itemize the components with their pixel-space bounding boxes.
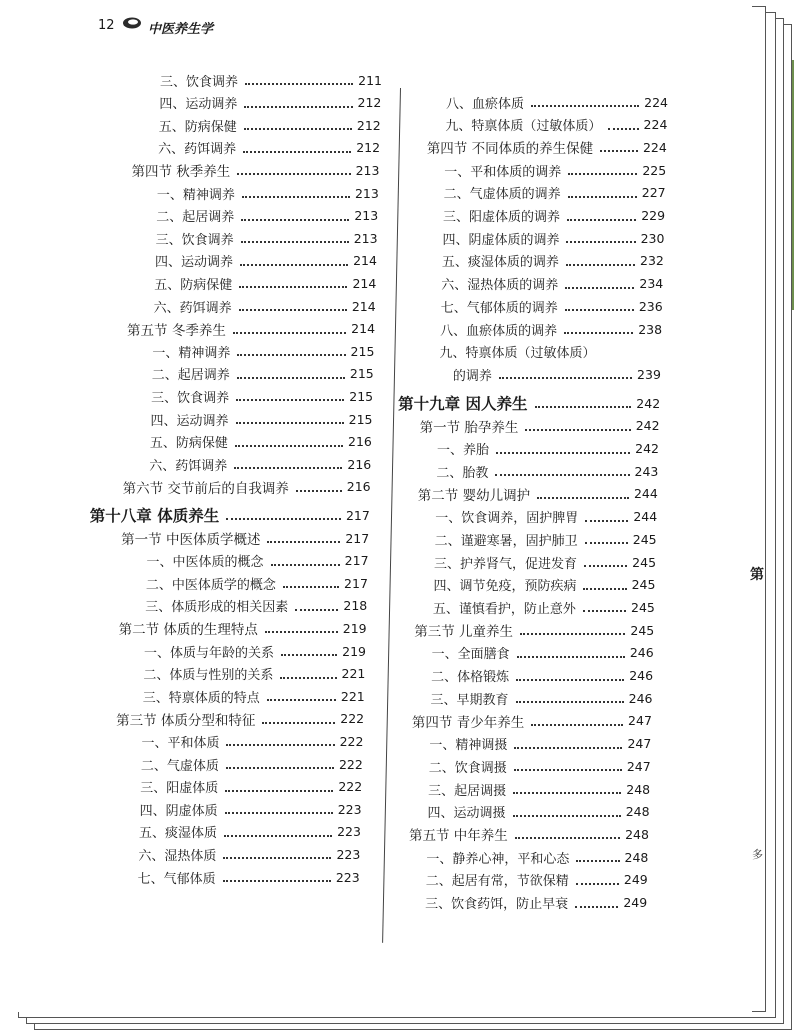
- dot-leader: [516, 701, 624, 703]
- toc-page-number: 215: [349, 388, 374, 404]
- toc-item-entry: [434, 552, 656, 572]
- toc-entry-title: 三、饮食药饵，防止早衰: [425, 897, 569, 912]
- toc-entry-title: 八、血瘀体质的调养: [440, 323, 558, 339]
- dot-leader: [226, 767, 334, 769]
- dot-leader: [514, 747, 622, 749]
- toc-entry-title: 三、阳虚体质: [140, 781, 219, 797]
- book-logo-icon: [122, 16, 142, 30]
- toc-page-number: 219: [342, 620, 367, 636]
- toc-entry-title: 五、痰湿体质: [138, 826, 217, 842]
- dot-leader: [608, 128, 638, 130]
- toc-entry-title: 三、体质形成的相关因素: [145, 600, 289, 616]
- toc-item-entry: [149, 454, 371, 474]
- toc-item-entry: [160, 70, 382, 90]
- toc-item-entry: [146, 573, 368, 593]
- toc-page-number: 232: [640, 253, 664, 269]
- dot-leader: [223, 880, 331, 882]
- toc-page-number: 225: [642, 162, 667, 178]
- page-number: 12: [98, 18, 115, 33]
- next-page-margin-text: 多: [752, 848, 763, 861]
- toc-entry-title: 五、谨慎看护，防止意外: [432, 601, 576, 617]
- dot-leader: [525, 429, 630, 431]
- toc-page-number: 247: [627, 736, 652, 752]
- toc-entry-title: 二、气虚体质的调养: [443, 187, 561, 203]
- dot-leader: [514, 769, 622, 771]
- toc-page-number: 239: [637, 366, 661, 382]
- toc-item-entry: [436, 461, 658, 481]
- dot-leader: [271, 564, 340, 566]
- dot-leader: [600, 150, 638, 152]
- toc-entry-title: 二、体质与性别的关系: [143, 668, 274, 684]
- toc-item-entry: [440, 342, 662, 362]
- toc-entry-title: 六、湿热体质: [138, 848, 217, 864]
- toc-page-number: 242: [636, 395, 661, 411]
- toc-item-entry: [157, 183, 379, 203]
- dot-leader: [515, 837, 620, 839]
- dot-leader: [283, 586, 339, 588]
- toc-page-number: 248: [625, 804, 650, 820]
- toc-entry-title: 三、护养肾气，促进发育: [434, 556, 578, 572]
- dot-leader: [237, 354, 345, 356]
- toc-page-number: 223: [337, 824, 361, 840]
- toc-page-number: 247: [628, 713, 652, 729]
- dot-leader: [237, 377, 345, 379]
- dot-leader: [566, 241, 635, 243]
- dot-leader: [280, 677, 336, 679]
- toc-item-entry: [432, 643, 654, 663]
- toc-section-entry: [121, 528, 369, 548]
- toc-page-number: 222: [338, 756, 363, 772]
- toc-entry-title: 一、平和体质的调养: [444, 164, 562, 180]
- toc-item-entry: [437, 439, 659, 459]
- toc-item-entry: [154, 296, 376, 316]
- toc-entry-title: 二、胎教: [436, 465, 489, 481]
- toc-page-number: 216: [346, 479, 371, 495]
- toc-item-entry: [140, 799, 362, 819]
- toc-page-number: 223: [336, 846, 361, 862]
- toc-item-entry: [159, 115, 381, 135]
- toc-entry-title: 一、全面膳食: [431, 647, 510, 663]
- toc-section-entry: [116, 709, 364, 729]
- toc-item-entry: [430, 688, 652, 708]
- toc-entry-title: 三、阳虚体质的调养: [443, 210, 561, 225]
- book-title: 中医养生学: [148, 22, 214, 37]
- toc-page-number: 236: [638, 298, 663, 314]
- toc-item-entry: [443, 206, 665, 226]
- toc-page-number: 218: [343, 598, 368, 614]
- toc-item-entry: [453, 364, 661, 384]
- toc-entry-title: 第四节 秋季养生: [131, 164, 231, 181]
- toc-page-number: 234: [639, 276, 664, 292]
- toc-entry-title: 四、运动调摄: [427, 806, 506, 822]
- toc-item-entry: [426, 847, 648, 867]
- toc-item-entry: [442, 228, 664, 248]
- toc-entry-title: 一、中医体质的概念: [146, 555, 264, 571]
- toc-entry-title: 六、药饵调养: [149, 458, 228, 474]
- toc-page-number: 223: [337, 801, 362, 817]
- toc-page-number: 246: [629, 668, 654, 683]
- dot-leader: [496, 452, 630, 454]
- toc-entry-title: 九、特禀体质（过敏体质）: [445, 119, 602, 135]
- dot-leader: [225, 790, 333, 792]
- dot-leader: [520, 633, 625, 635]
- dot-leader: [236, 422, 344, 424]
- dot-leader: [237, 173, 350, 175]
- toc-item-entry: [144, 641, 366, 661]
- dot-leader: [517, 656, 625, 658]
- toc-page-number: 242: [635, 441, 659, 456]
- toc-item-entry: [139, 822, 361, 842]
- dot-leader: [243, 151, 351, 153]
- dot-leader: [575, 906, 618, 908]
- toc-entry-title: 一、饮食调养，固护脾胃: [435, 511, 579, 527]
- toc-page-number: 222: [340, 711, 365, 727]
- toc-item-entry: [435, 507, 657, 527]
- toc-entry-title: 二、气虚体质: [140, 758, 219, 774]
- toc-entry-title: 第二节 体质的生理特点: [118, 622, 258, 639]
- toc-page-number: 248: [626, 781, 651, 797]
- dot-leader: [239, 286, 347, 288]
- toc-item-entry: [140, 777, 362, 797]
- dot-leader: [537, 497, 629, 499]
- toc-page-number: 214: [352, 275, 377, 291]
- dot-leader: [531, 724, 623, 726]
- toc-page-number: 247: [626, 758, 651, 774]
- toc-item-entry: [138, 844, 360, 864]
- toc-page-number: 238: [638, 321, 663, 337]
- dot-leader: [281, 654, 337, 656]
- toc-entry-title: 三、起居调摄: [428, 783, 507, 799]
- toc-page-number: 216: [347, 456, 372, 472]
- toc-item-entry: [428, 802, 650, 822]
- toc-entry-title: 二、体格锻炼: [431, 670, 510, 685]
- dot-leader: [576, 860, 619, 862]
- toc-entry-title: 四、调节免疫，预防疾病: [433, 579, 577, 595]
- toc-entry-title: 四、运动调养: [154, 255, 233, 271]
- toc-item-entry: [429, 756, 651, 776]
- toc-item-entry: [435, 529, 657, 549]
- dot-leader: [296, 490, 342, 492]
- toc-item-entry: [151, 386, 373, 406]
- toc-page-number: 212: [356, 140, 381, 156]
- dot-leader: [565, 287, 634, 289]
- toc-entry-title: 二、饮食调摄: [428, 760, 507, 776]
- toc-entry-title: 二、谨避寒暑，固护肺卫: [434, 533, 578, 549]
- toc-section-entry: [412, 711, 652, 731]
- next-page-margin-text: 第: [750, 567, 764, 583]
- toc-section-entry: [409, 824, 649, 844]
- toc-entry-title: 三、饮食调养: [155, 232, 234, 248]
- dot-leader: [226, 744, 334, 746]
- toc-section-entry: [131, 160, 379, 180]
- dot-leader: [235, 445, 343, 447]
- dot-leader: [584, 565, 627, 567]
- toc-chapter-entry: [398, 393, 660, 413]
- toc-section-entry: [119, 618, 367, 638]
- toc-page-number: 242: [635, 418, 660, 434]
- toc-entry-title: 二、起居调养: [151, 368, 230, 384]
- dot-leader: [567, 219, 636, 221]
- dot-leader: [265, 631, 338, 633]
- toc-entry-title: 六、湿热体质的调养: [441, 278, 559, 294]
- toc-page-number: 213: [353, 230, 378, 246]
- toc-entry-title: 六、药饵调养: [158, 142, 237, 158]
- dot-leader: [234, 467, 342, 469]
- toc-page-number: 248: [625, 826, 649, 842]
- toc-entry-title: 一、精神调养: [156, 187, 235, 203]
- dot-leader: [244, 128, 352, 130]
- dot-leader: [513, 815, 621, 817]
- toc-item-entry: [433, 575, 655, 595]
- toc-entry-title: 四、运动调养: [150, 413, 229, 429]
- toc-page-number: 246: [629, 645, 654, 661]
- toc-entry-title: 第一节 中医体质学概述: [121, 532, 261, 548]
- toc-page-number: 214: [351, 321, 376, 337]
- dot-leader: [241, 241, 349, 243]
- toc-page-number: 245: [631, 577, 656, 593]
- toc-page-number: 224: [642, 139, 667, 155]
- toc-page-number: 229: [641, 208, 666, 223]
- toc-page-number: 224: [644, 94, 668, 110]
- toc-entry-title: 第十九章 因人养生: [398, 395, 528, 414]
- dot-leader: [239, 309, 347, 311]
- toc-page-number: 215: [348, 411, 373, 427]
- dot-leader: [241, 219, 349, 221]
- toc-item-entry: [147, 551, 369, 571]
- toc-item-entry: [445, 115, 667, 135]
- toc-item-entry: [441, 296, 663, 316]
- toc-page-number: 216: [348, 434, 372, 450]
- toc-entry-title: 第三节 儿童养生: [414, 624, 514, 641]
- toc-item-entry: [138, 867, 360, 887]
- dot-leader: [244, 106, 352, 108]
- toc-page-number: 222: [338, 779, 363, 795]
- toc-section-entry: [427, 137, 667, 157]
- toc-item-entry: [159, 93, 381, 113]
- toc-page-number: 245: [632, 554, 657, 570]
- toc-entry-title: 一、体质与年龄的关系: [144, 645, 275, 661]
- dot-leader: [576, 883, 619, 885]
- dot-leader: [225, 812, 333, 814]
- toc-entry-title: 二、起居调养: [156, 210, 235, 226]
- toc-entry-title: 三、早期教育: [430, 692, 509, 708]
- toc-entry-title: 四、阴虚体质: [139, 803, 218, 819]
- toc-entry-title: 五、防病保健: [158, 119, 237, 135]
- toc-page-number: 245: [631, 599, 655, 615]
- toc-page-number: 214: [351, 298, 376, 314]
- dot-leader: [564, 332, 633, 334]
- toc-entry-title: 五、防病保健: [154, 277, 233, 293]
- toc-item-entry: [151, 409, 373, 429]
- toc-page-number: 221: [341, 666, 366, 682]
- toc-item-entry: [156, 228, 378, 248]
- toc-item-entry: [428, 779, 650, 799]
- toc-entry-title: 一、平和体质: [141, 735, 220, 751]
- toc-page-number: 245: [632, 531, 657, 547]
- toc-item-entry: [152, 341, 374, 361]
- dot-leader: [568, 196, 637, 198]
- toc-item-entry: [141, 731, 363, 751]
- dot-leader: [236, 399, 344, 401]
- dot-leader: [513, 792, 621, 794]
- dot-leader: [242, 196, 350, 198]
- toc-section-entry: [127, 319, 375, 339]
- toc-page-number: 246: [628, 690, 653, 706]
- toc-page-number: 213: [355, 162, 380, 178]
- toc-item-entry: [154, 273, 376, 293]
- toc-page-number: 212: [356, 117, 381, 133]
- toc-entry-title: 第一节 胎孕养生: [419, 419, 519, 436]
- dot-leader: [568, 173, 637, 175]
- toc-entry-title: 一、精神调养: [152, 345, 231, 361]
- toc-entry-title: 五、防病保健: [149, 436, 228, 452]
- toc-item-entry: [433, 597, 655, 617]
- toc-entry-title: 第五节 中年养生: [408, 828, 508, 845]
- toc-item-entry: [141, 754, 363, 774]
- toc-page-number: 222: [339, 733, 364, 749]
- toc-entry-title: 二、起居有常，节欲保精: [425, 874, 569, 890]
- toc-page-number: 244: [633, 509, 658, 525]
- dot-leader: [226, 518, 341, 520]
- toc-page-number: 213: [354, 185, 379, 201]
- toc-page-number: 249: [623, 872, 648, 888]
- toc-item-entry: [150, 432, 372, 452]
- toc-item-entry: [143, 664, 365, 684]
- dot-leader: [535, 406, 632, 408]
- toc-page-number: 221: [340, 688, 365, 704]
- toc-item-entry: [441, 274, 663, 294]
- dot-leader: [233, 332, 346, 334]
- toc-entry-title: 第四节 青少年养生: [411, 714, 525, 731]
- dot-leader: [223, 857, 331, 859]
- toc-page-number: 217: [345, 507, 370, 523]
- toc-page-number: 217: [345, 530, 370, 546]
- toc-item-entry: [426, 870, 648, 890]
- toc-item-entry: [440, 319, 662, 339]
- toc-page-number: 249: [623, 895, 648, 910]
- dot-leader: [295, 609, 338, 611]
- toc-entry-title: 七、气郁体质的调养: [440, 300, 558, 316]
- toc-page-number: 212: [357, 95, 382, 111]
- dot-leader: [585, 542, 628, 544]
- dot-leader: [240, 264, 348, 266]
- toc-item-entry: [155, 251, 377, 271]
- toc-item-entry: [156, 206, 378, 226]
- toc-entry-title: 六、药饵调养: [153, 300, 232, 316]
- toc-item-entry: [446, 92, 668, 112]
- toc-entry-title: 二、中医体质学的概念: [145, 577, 276, 593]
- toc-item-entry: [429, 734, 651, 754]
- toc-item-entry: [431, 666, 653, 686]
- dot-leader: [565, 309, 634, 311]
- toc-entry-title: 一、养胎: [436, 443, 489, 458]
- dot-leader: [531, 105, 639, 107]
- toc-page-number: 215: [350, 343, 375, 359]
- toc-entry-title: 三、饮食调养: [151, 390, 230, 406]
- toc-entry-title: 一、精神调摄: [429, 738, 508, 754]
- toc-entry-title: 八、血瘀体质: [446, 96, 525, 112]
- toc-entry-title: 的调养: [452, 368, 492, 384]
- toc-item-entry: [442, 251, 664, 271]
- toc-entry-title: 四、运动调养: [159, 97, 238, 113]
- dot-leader: [495, 474, 629, 476]
- toc-item-entry: [145, 596, 367, 616]
- dot-leader: [583, 588, 626, 590]
- toc-item-entry: [143, 686, 365, 706]
- column-divider: [382, 88, 401, 943]
- dot-leader: [585, 520, 628, 522]
- dot-leader: [224, 835, 332, 837]
- toc-section-entry: [420, 416, 660, 436]
- toc-page-number: 244: [633, 486, 658, 502]
- dot-leader: [566, 264, 635, 266]
- toc-entry-title: 九、特禀体质（过敏体质）: [439, 346, 596, 362]
- dot-leader: [267, 541, 340, 543]
- toc-page-number: 230: [640, 230, 665, 246]
- toc-page-number: 213: [354, 208, 379, 224]
- dot-leader: [499, 377, 632, 379]
- toc-section-entry: [123, 477, 371, 497]
- toc-page-number: 224: [643, 117, 668, 133]
- toc-page-number: 227: [641, 185, 666, 201]
- dot-leader: [516, 679, 624, 681]
- toc-entry-title: 第六节 交节前后的自我调养: [122, 480, 289, 497]
- toc-item-entry: [158, 138, 380, 158]
- toc-item-entry: [444, 183, 666, 203]
- toc-page-number: 217: [344, 575, 368, 591]
- toc-entry-title: 第二节 婴幼儿调护: [417, 487, 531, 504]
- dot-leader: [583, 610, 626, 612]
- toc-page-number: 245: [630, 622, 655, 638]
- toc-chapter-entry: [90, 505, 370, 525]
- toc-section-entry: [414, 620, 654, 640]
- toc-entry-title: 四、阴虚体质的调养: [442, 232, 560, 248]
- dot-leader: [267, 699, 336, 701]
- toc-page-number: 223: [335, 869, 360, 885]
- toc-section-entry: [418, 484, 658, 504]
- dot-leader: [245, 83, 353, 85]
- toc-entry-title: 七、气郁体质: [137, 871, 216, 887]
- toc-entry-title: 第十八章 体质养生: [89, 507, 220, 526]
- dot-leader: [262, 722, 335, 724]
- toc-entry-title: 第三节 体质分型和特征: [116, 712, 256, 729]
- toc-page-number: 217: [344, 553, 369, 569]
- toc-entry-title: 三、饮食调养: [160, 74, 239, 90]
- toc-item-entry: [444, 160, 666, 180]
- toc-page-number: 248: [624, 849, 649, 865]
- toc-item-entry: [152, 364, 374, 384]
- toc-entry-title: 一、静养心神，平和心态: [426, 851, 570, 867]
- toc-entry-title: 五、痰湿体质的调养: [441, 255, 559, 271]
- toc-item-entry: [425, 893, 647, 913]
- toc-page-number: 219: [342, 643, 366, 659]
- toc-page-number: 243: [634, 463, 659, 479]
- toc-entry-title: 第四节 不同体质的养生保健: [426, 141, 594, 158]
- toc-page-number: 215: [349, 366, 374, 382]
- toc-page-number: 214: [353, 253, 377, 269]
- toc-entry-title: 第五节 冬季养生: [127, 322, 226, 339]
- toc-entry-title: 三、特禀体质的特点: [142, 690, 260, 706]
- toc-page-number: 211: [358, 72, 382, 88]
